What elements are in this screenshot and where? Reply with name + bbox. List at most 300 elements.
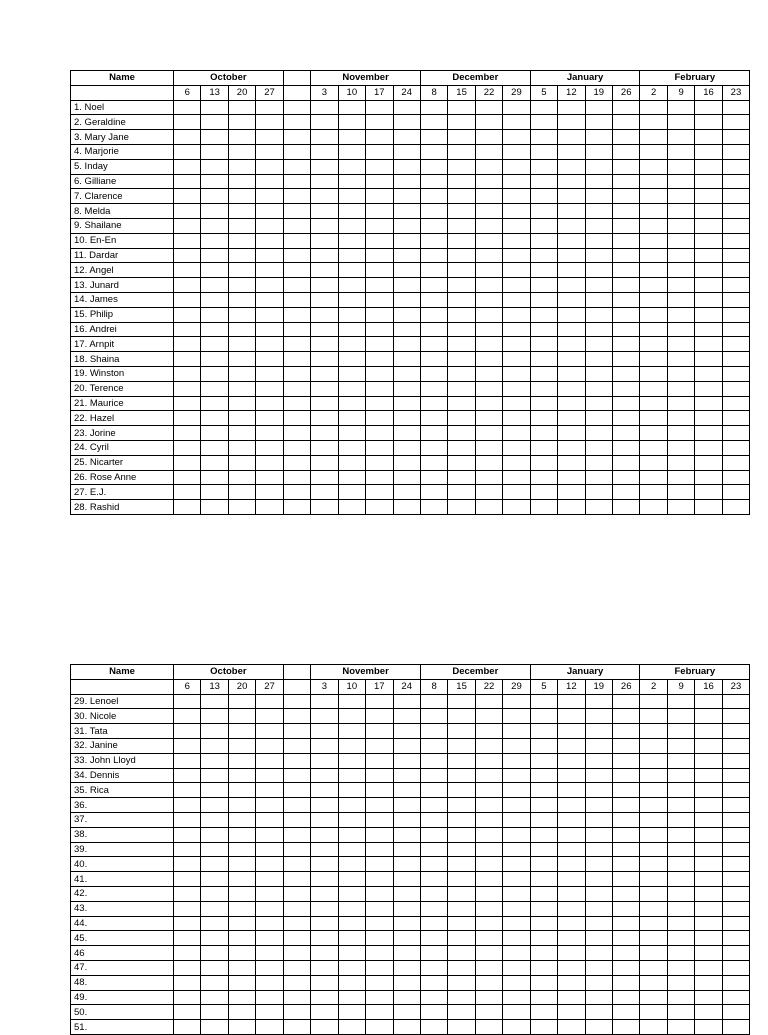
attendance-cell [201,440,228,455]
attendance-cell [201,144,228,159]
date-header: 5 [530,679,557,694]
attendance-cell [311,694,338,709]
attendance-cell [338,827,365,842]
attendance-cell [366,322,393,337]
student-name: 20. Terence [71,381,174,396]
attendance-cell [558,931,585,946]
attendance-cell [530,455,557,470]
attendance-cell [420,174,447,189]
attendance-cell [530,218,557,233]
attendance-cell [558,366,585,381]
attendance-cell [585,233,612,248]
attendance-cell [475,248,502,263]
date-header: 22 [475,679,502,694]
attendance-cell [585,337,612,352]
attendance-cell [722,946,749,961]
attendance-cell [695,842,722,857]
attendance-cell [311,485,338,500]
attendance-cell [530,812,557,827]
attendance-cell [640,470,667,485]
attendance-cell [585,500,612,515]
date-header: 17 [366,85,393,100]
attendance-cell [585,946,612,961]
attendance-cell [503,366,530,381]
attendance-cell [393,440,420,455]
attendance-cell [256,100,283,115]
attendance-cell [585,857,612,872]
attendance-cell [393,886,420,901]
month-header: November [311,665,421,680]
attendance-cell [174,470,201,485]
attendance-cell [667,174,694,189]
student-row [71,960,750,975]
attendance-cell [640,366,667,381]
attendance-cell [667,440,694,455]
attendance-cell [722,130,749,145]
attendance-cell [338,975,365,990]
date-row [71,679,750,694]
student-name: 31. Tata [71,724,174,739]
attendance-cell [448,322,475,337]
attendance-cell [722,426,749,441]
attendance-cell [366,159,393,174]
attendance-cell [530,307,557,322]
student-name: 12. Angel [71,263,174,278]
attendance-cell [475,426,502,441]
attendance-cell [722,753,749,768]
attendance-cell [201,115,228,130]
attendance-cell [283,263,310,278]
attendance-cell [667,278,694,293]
attendance-cell [366,768,393,783]
date-header: 8 [420,679,447,694]
attendance-cell [174,827,201,842]
attendance-cell [338,842,365,857]
attendance-cell [722,159,749,174]
attendance-cell [585,204,612,219]
attendance-cell [503,946,530,961]
student-name: 34. Dennis [71,768,174,783]
attendance-cell [613,753,640,768]
attendance-cell [228,724,255,739]
attendance-cell [503,827,530,842]
attendance-cell [201,946,228,961]
attendance-cell [585,426,612,441]
attendance-cell [695,1005,722,1020]
attendance-cell [475,455,502,470]
attendance-cell [420,263,447,278]
student-name: 33. John Lloyd [71,753,174,768]
student-row [71,470,750,485]
attendance-cell [695,485,722,500]
attendance-cell [174,218,201,233]
attendance-cell [585,1020,612,1035]
attendance-cell [256,263,283,278]
attendance-cell [311,411,338,426]
date-header: 20 [228,85,255,100]
attendance-cell [695,931,722,946]
attendance-cell [366,1020,393,1035]
attendance-cell [503,1005,530,1020]
attendance-cell [366,115,393,130]
attendance-cell [667,130,694,145]
attendance-cell [530,768,557,783]
student-row [71,352,750,367]
attendance-cell [338,798,365,813]
attendance-cell [338,248,365,263]
attendance-cell [420,886,447,901]
attendance-cell [558,130,585,145]
attendance-cell [393,455,420,470]
attendance-cell [201,1005,228,1020]
attendance-cell [283,694,310,709]
attendance-cell [283,130,310,145]
attendance-cell [311,396,338,411]
attendance-cell [530,709,557,724]
attendance-cell [503,159,530,174]
attendance-cell [640,783,667,798]
student-name: 30. Nicole [71,709,174,724]
attendance-cell [695,440,722,455]
attendance-cell [420,337,447,352]
date-header: 10 [338,679,365,694]
attendance-cell [283,842,310,857]
attendance-cell [201,174,228,189]
attendance-cell [695,694,722,709]
attendance-cell [585,248,612,263]
attendance-cell [393,352,420,367]
attendance-cell [256,130,283,145]
attendance-cell [420,872,447,887]
attendance-cell [475,366,502,381]
attendance-cell [558,233,585,248]
attendance-cell [503,263,530,278]
attendance-cell [475,857,502,872]
attendance-cell [475,144,502,159]
attendance-cell [420,115,447,130]
attendance-cell [448,768,475,783]
attendance-cell [530,440,557,455]
attendance-cell [283,307,310,322]
attendance-cell [393,292,420,307]
student-row [71,901,750,916]
attendance-cell [420,960,447,975]
date-header: 26 [613,679,640,694]
student-name: 27. E.J. [71,485,174,500]
attendance-cell [393,812,420,827]
attendance-cell [420,204,447,219]
attendance-cell [640,130,667,145]
attendance-cell [201,307,228,322]
attendance-cell [174,946,201,961]
attendance-cell [338,931,365,946]
attendance-cell [722,248,749,263]
attendance-cell [420,159,447,174]
attendance-cell [558,440,585,455]
attendance-cell [640,218,667,233]
attendance-cell [393,411,420,426]
attendance-cell [503,233,530,248]
attendance-cell [475,337,502,352]
attendance-cell [613,931,640,946]
attendance-cell [448,827,475,842]
attendance-cell [201,694,228,709]
attendance-cell [722,931,749,946]
attendance-cell [174,233,201,248]
attendance-cell [695,278,722,293]
attendance-cell [228,960,255,975]
attendance-cell [338,130,365,145]
attendance-cell [420,812,447,827]
attendance-cell [530,248,557,263]
attendance-cell [475,411,502,426]
attendance-cell [393,278,420,293]
attendance-cell [613,975,640,990]
attendance-cell [448,916,475,931]
student-row [71,946,750,961]
date-row [71,85,750,100]
attendance-cell [174,1020,201,1035]
attendance-cell [667,901,694,916]
attendance-cell [667,470,694,485]
attendance-cell [201,842,228,857]
attendance-cell [311,753,338,768]
attendance-cell [585,381,612,396]
attendance-cell [228,100,255,115]
attendance-cell [311,130,338,145]
attendance-cell [503,872,530,887]
attendance-cell [585,872,612,887]
attendance-cell [366,827,393,842]
attendance-cell [201,426,228,441]
student-name: 35. Rica [71,783,174,798]
date-header: 9 [667,679,694,694]
student-name: 19. Winston [71,366,174,381]
attendance-cell [338,159,365,174]
student-row [71,263,750,278]
attendance-cell [558,278,585,293]
attendance-cell [530,827,557,842]
attendance-cell [228,694,255,709]
attendance-cell [667,426,694,441]
student-row [71,990,750,1005]
attendance-cell [503,396,530,411]
attendance-cell [613,337,640,352]
table-header [71,71,750,101]
attendance-cell [640,724,667,739]
attendance-cell [558,485,585,500]
attendance-cell [475,278,502,293]
attendance-cell [201,753,228,768]
attendance-cell [695,960,722,975]
attendance-cell [256,990,283,1005]
attendance-cell [174,411,201,426]
attendance-cell [338,916,365,931]
attendance-cell [585,990,612,1005]
attendance-cell [256,455,283,470]
attendance-cell [420,738,447,753]
attendance-cell [174,204,201,219]
attendance-cell [558,100,585,115]
attendance-cell [503,500,530,515]
student-name: 39. [71,842,174,857]
attendance-cell [475,960,502,975]
attendance-cell [667,768,694,783]
attendance-cell [558,798,585,813]
attendance-cell [640,1005,667,1020]
attendance-cell [640,263,667,278]
attendance-cell [530,337,557,352]
attendance-cell [475,263,502,278]
attendance-cell [228,381,255,396]
attendance-cell [256,901,283,916]
date-header: 12 [558,85,585,100]
attendance-cell [366,798,393,813]
attendance-cell [640,857,667,872]
student-name: 1. Noel [71,100,174,115]
attendance-cell [558,886,585,901]
attendance-cell [393,233,420,248]
attendance-cell [613,396,640,411]
attendance-cell [201,768,228,783]
date-header: 2 [640,85,667,100]
attendance-cell [338,768,365,783]
attendance-cell [174,307,201,322]
attendance-cell [311,366,338,381]
attendance-cell [311,115,338,130]
attendance-cell [283,426,310,441]
attendance-cell [503,485,530,500]
attendance-cell [503,381,530,396]
attendance-cell [667,857,694,872]
attendance-cell [283,724,310,739]
attendance-cell [338,485,365,500]
student-name: 14. James [71,292,174,307]
attendance-cell [503,975,530,990]
attendance-cell [530,144,557,159]
attendance-cell [256,946,283,961]
attendance-cell [256,975,283,990]
attendance-cell [695,724,722,739]
attendance-cell [585,916,612,931]
attendance-cell [366,783,393,798]
attendance-cell [722,827,749,842]
attendance-cell [228,144,255,159]
attendance-cell [695,990,722,1005]
attendance-cell [667,455,694,470]
attendance-cell [201,263,228,278]
attendance-cell [640,753,667,768]
attendance-cell [503,798,530,813]
attendance-cell [228,292,255,307]
attendance-cell [722,500,749,515]
attendance-cell [228,130,255,145]
attendance-cell [338,292,365,307]
attendance-cell [585,159,612,174]
attendance-cell [475,485,502,500]
attendance-cell [695,366,722,381]
attendance-cell [667,842,694,857]
attendance-cell [640,842,667,857]
attendance-cell [722,901,749,916]
attendance-cell [722,455,749,470]
attendance-cell [201,960,228,975]
student-name: 9. Shailane [71,218,174,233]
attendance-cell [585,901,612,916]
attendance-cell [667,827,694,842]
attendance-cell [201,470,228,485]
attendance-cell [667,204,694,219]
attendance-cell [256,916,283,931]
attendance-cell [338,709,365,724]
attendance-cell [448,233,475,248]
attendance-cell [201,857,228,872]
attendance-cell [201,322,228,337]
attendance-cell [695,426,722,441]
name-column-header: Name [71,71,174,86]
attendance-cell [393,931,420,946]
student-name: 28. Rashid [71,500,174,515]
attendance-cell [311,931,338,946]
attendance-cell [420,783,447,798]
attendance-cell [558,381,585,396]
attendance-cell [420,990,447,1005]
date-header: 23 [722,679,749,694]
attendance-cell [256,960,283,975]
attendance-cell [256,396,283,411]
attendance-cell [558,916,585,931]
attendance-cell [722,470,749,485]
attendance-cell [503,204,530,219]
attendance-cell [311,307,338,322]
attendance-cell [722,798,749,813]
student-row [71,115,750,130]
attendance-cell [366,753,393,768]
attendance-cell [613,159,640,174]
attendance-cell [201,500,228,515]
attendance-cell [503,278,530,293]
attendance-cell [530,738,557,753]
student-row [71,292,750,307]
attendance-cell [256,278,283,293]
attendance-cell [722,204,749,219]
attendance-cell [366,248,393,263]
attendance-cell [530,292,557,307]
attendance-cell [695,901,722,916]
attendance-cell [722,292,749,307]
attendance-cell [613,322,640,337]
attendance-cell [558,724,585,739]
attendance-cell [475,233,502,248]
attendance-cell [201,352,228,367]
attendance-cell [256,440,283,455]
attendance-cell [585,189,612,204]
attendance-cell [228,263,255,278]
attendance-cell [585,352,612,367]
attendance-cell [530,322,557,337]
attendance-cell [420,931,447,946]
attendance-cell [174,694,201,709]
attendance-cell [228,248,255,263]
attendance-cell [667,753,694,768]
month-header: October [174,665,284,680]
attendance-cell [283,396,310,411]
attendance-cell [530,233,557,248]
attendance-cell [174,366,201,381]
attendance-cell [530,500,557,515]
attendance-cell [667,886,694,901]
attendance-cell [558,159,585,174]
